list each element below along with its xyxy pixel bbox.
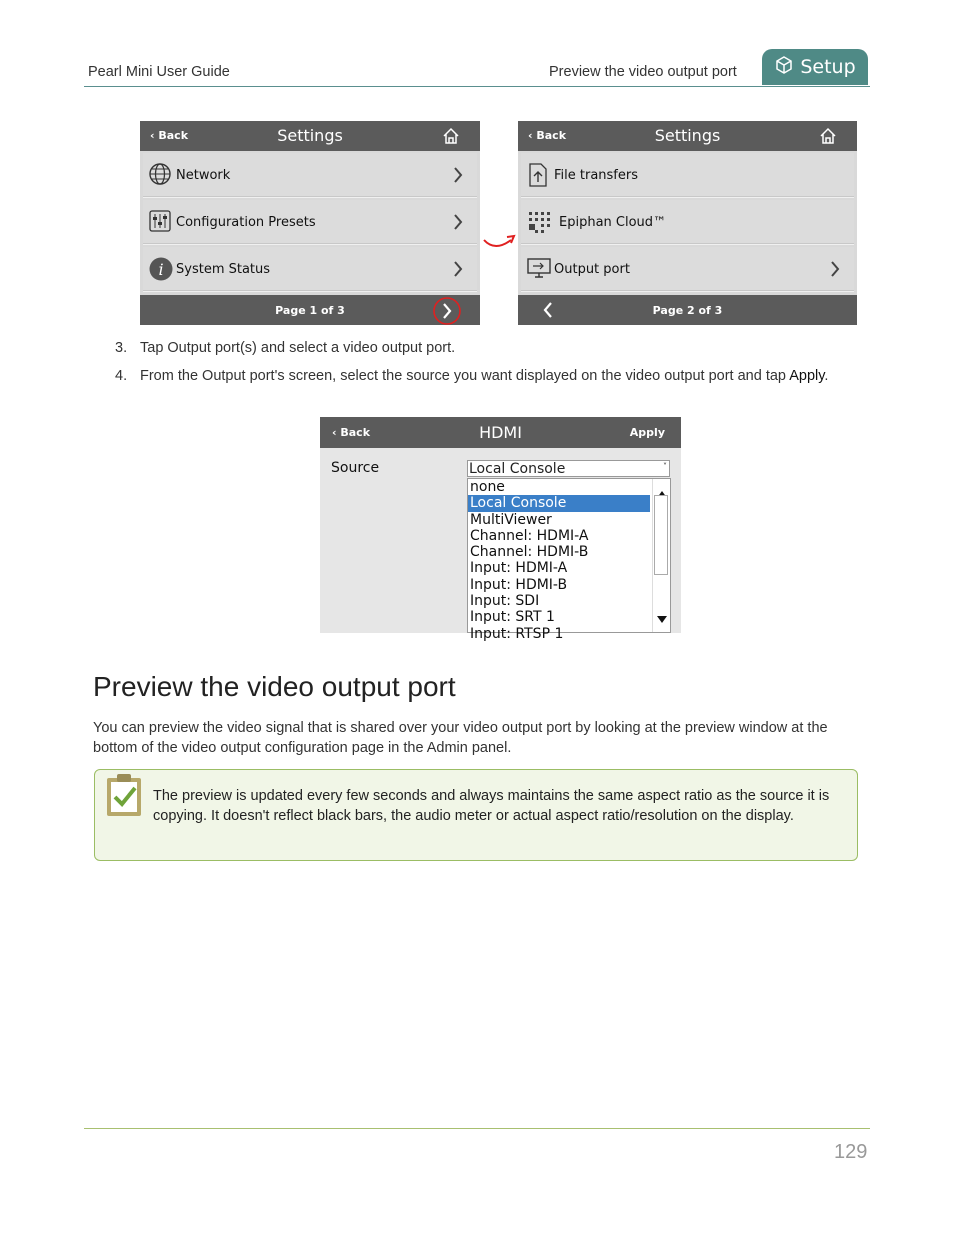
- item-label: Output port: [554, 262, 630, 277]
- step-number: 3.: [115, 340, 128, 356]
- section-paragraph: You can preview the video signal that is shared over your video output port by looking at the preview window at the bottom of the video output configuration page in the Admin panel.: [93, 720, 828, 756]
- step-number: 4.: [115, 368, 128, 384]
- step-text: From the Output port's screen, select the source you want displayed on the video output port and tap Apply.: [140, 368, 829, 384]
- screen-title: Settings: [277, 126, 343, 145]
- footer-divider: [84, 1128, 870, 1129]
- globe-icon: [149, 163, 171, 189]
- item-label: Network: [176, 168, 231, 183]
- dropdown-option[interactable]: Channel: HDMI-A: [470, 527, 589, 544]
- home-icon[interactable]: [819, 127, 837, 149]
- back-button[interactable]: ‹ Back: [332, 426, 371, 439]
- note-text: The preview is updated every few seconds and always maintains the same aspect ratio as the source it is copying. It doesn't reflect black bars, the audio meter or actual aspect ratio/resolution on the display.: [153, 788, 830, 824]
- dropdown-option[interactable]: none: [470, 479, 505, 495]
- screen-topbar: [140, 121, 480, 151]
- page-number: 129: [834, 1141, 868, 1163]
- source-select[interactable]: Local Console ˅: [467, 460, 670, 477]
- item-label: System Status: [176, 262, 271, 277]
- settings-item-file-transfers[interactable]: [521, 153, 854, 198]
- screen-topbar: [518, 121, 857, 151]
- step-text: Tap Output port(s) and select a video output port.: [140, 340, 456, 356]
- chevron-right-icon: [830, 261, 840, 281]
- source-dropdown-list[interactable]: [467, 478, 671, 642]
- dropdown-option[interactable]: Input: HDMI-A: [470, 560, 568, 577]
- apply-button[interactable]: Apply: [629, 426, 665, 439]
- setup-tab-label: Setup: [800, 56, 856, 78]
- svg-text:i: i: [158, 260, 164, 279]
- dropdown-option[interactable]: MultiViewer: [470, 511, 552, 528]
- item-label: File transfers: [554, 168, 638, 183]
- item-label: Epiphan Cloud™: [559, 215, 667, 230]
- clipboard-check-icon: [105, 772, 143, 823]
- next-page-button[interactable]: [432, 297, 462, 329]
- dropdown-option[interactable]: Input: SDI: [470, 593, 540, 610]
- page-indicator: Page 1 of 3: [275, 304, 345, 317]
- scroll-thumb[interactable]: [654, 495, 668, 575]
- back-button[interactable]: ‹ Back: [150, 129, 189, 142]
- dropdown-option[interactable]: Input: SRT 1: [470, 609, 555, 626]
- settings-screen-page1: [140, 121, 480, 325]
- section-heading: Preview the video output port: [93, 671, 456, 702]
- dropdown-option[interactable]: Local Console: [468, 495, 650, 511]
- scrollbar[interactable]: [652, 479, 670, 632]
- settings-item-system-status[interactable]: [143, 247, 477, 292]
- screen-topbar: [320, 417, 681, 448]
- dropdown-option[interactable]: Input: HDMI-B: [470, 576, 568, 593]
- page-indicator: Page 2 of 3: [652, 304, 723, 317]
- source-label: Source: [331, 460, 380, 476]
- apply-emphasis: Apply: [789, 368, 825, 384]
- note-box: [94, 769, 858, 861]
- setup-tab: [762, 49, 868, 85]
- cloud-grid-icon: [527, 210, 551, 238]
- chevron-right-icon: [453, 261, 463, 281]
- box-icon: [774, 55, 794, 80]
- settings-item-epiphan-cloud[interactable]: [521, 200, 854, 245]
- screen-title: HDMI: [479, 423, 522, 442]
- monitor-icon: [527, 257, 551, 283]
- settings-item-configuration-presets[interactable]: [143, 200, 477, 245]
- back-button[interactable]: ‹ Back: [528, 129, 567, 142]
- curved-arrow-icon: [481, 228, 519, 259]
- header-divider: [84, 86, 870, 87]
- chevron-right-icon: [453, 214, 463, 234]
- chevron-right-icon: [453, 167, 463, 187]
- scroll-down-icon[interactable]: [657, 608, 667, 627]
- section-title: Preview the video output port: [549, 64, 737, 80]
- settings-item-output-port[interactable]: [521, 247, 854, 292]
- sliders-icon: [149, 210, 171, 236]
- settings-screen-page2: [518, 121, 857, 325]
- hdmi-output-screen: [320, 417, 681, 642]
- settings-item-network[interactable]: [143, 153, 477, 198]
- screen-bottombar: [140, 295, 480, 325]
- screen-title: Settings: [654, 126, 721, 145]
- file-upload-icon: [527, 163, 549, 191]
- item-label: Configuration Presets: [176, 215, 316, 230]
- dropdown-option[interactable]: Channel: HDMI-B: [470, 544, 589, 561]
- home-icon[interactable]: [442, 127, 460, 149]
- dropdown-option[interactable]: Input: RTSP 1: [470, 625, 564, 642]
- info-icon: [149, 257, 173, 285]
- doc-title: Pearl Mini User Guide: [88, 64, 230, 80]
- screen-bottombar: [518, 295, 857, 325]
